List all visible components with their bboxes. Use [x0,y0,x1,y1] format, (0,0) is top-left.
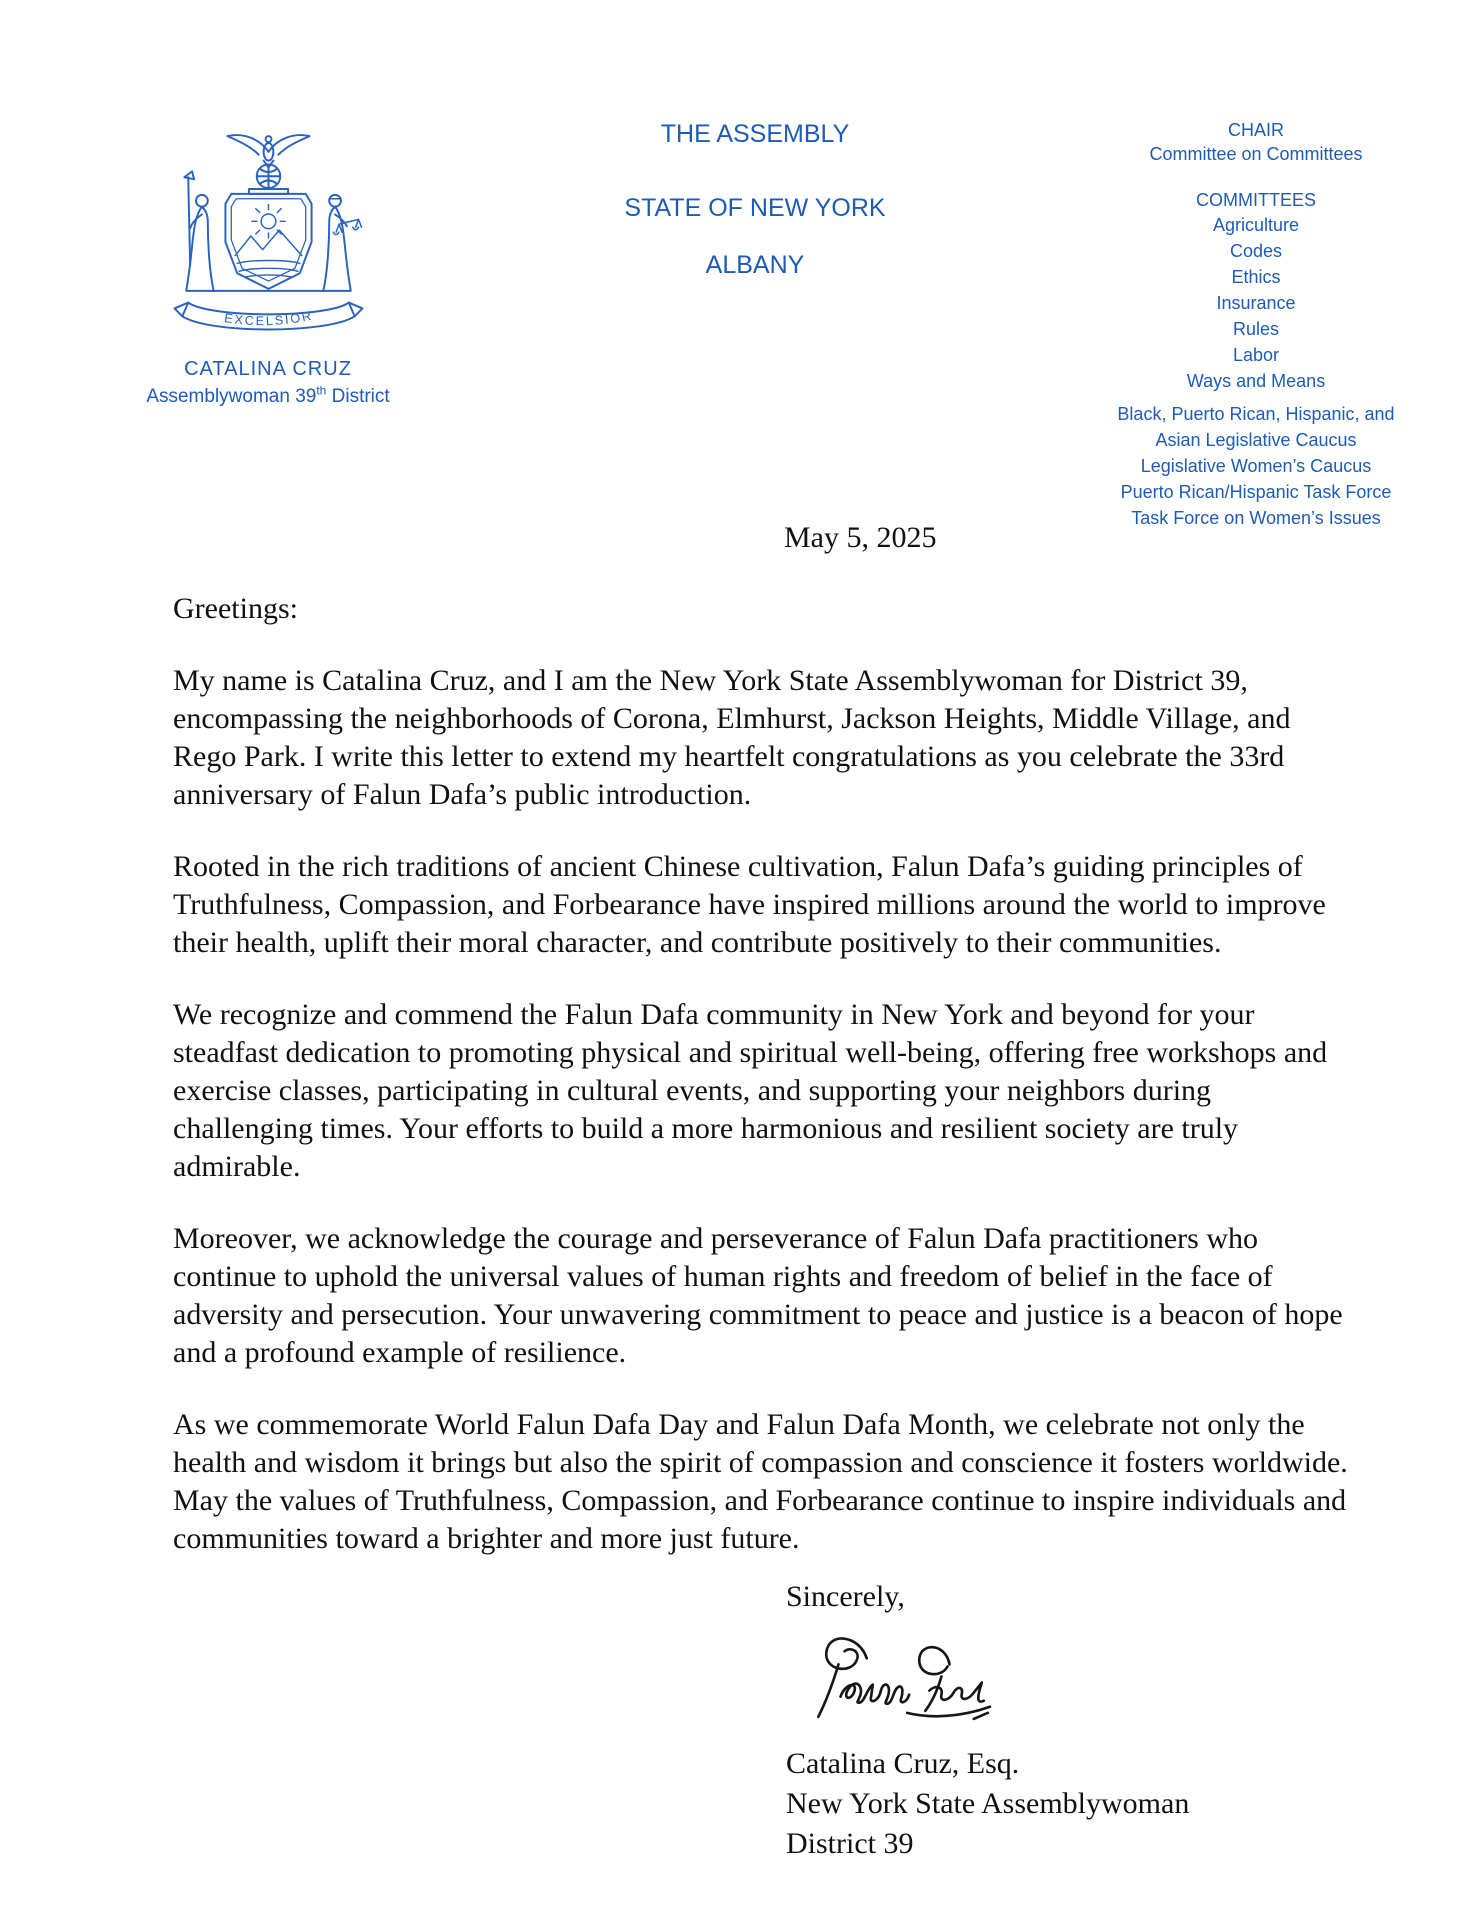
caucus-item: Legislative Women’s Caucus [1140,456,1372,476]
assembly-title: THE ASSEMBLY [660,120,850,148]
chair-label: CHAIR [1227,120,1284,140]
signature-district: District 39 [786,1827,914,1860]
letterhead-left [118,126,418,408]
svg-text:EXCELSIOR [223,308,314,329]
new-york-state-seal-icon [151,126,386,346]
handwritten-signature-icon [788,1624,1000,1730]
chair-committee: Committee on Committees [1149,144,1363,164]
letter-date: May 5, 2025 [784,521,937,554]
signature-title: New York State Assemblywoman [786,1787,1190,1820]
shield-icon [225,194,311,289]
letterhead-right [1100,118,1412,531]
globe-icon [256,165,280,189]
committee-item: Ways and Means [1186,371,1326,391]
committee-item: Rules [1232,319,1280,339]
caucus-list [1100,401,1412,531]
caucus-item: Puerto Rican/Hispanic Task Force [1120,482,1392,502]
state-title: STATE OF NEW YORK [624,194,886,222]
committee-item: Agriculture [1212,215,1300,235]
eagle-icon [227,135,309,167]
caucus-item: Black, Puerto Rican, Hispanic, and Asian Legislative Caucus [1117,404,1395,450]
paragraph: Rooted in the rich traditions of ancient Chinese cultivation, Falun Dafa’s guiding principles of Truthfulness, Compassion, and Forbearance have inspired millions around the world to improve their health, uplift their moral character, and contribute positively to their communities. [173,850,1326,959]
closing-block [786,1578,1189,1864]
letterhead-center [555,120,955,280]
letter-body [173,590,1350,1592]
member-name: CATALINA CRUZ [184,358,352,380]
paragraph: My name is Catalina Cruz, and I am the New York State Assemblywoman for District 39, encompassing the neighborhoods of Corona, Elmhurst, Jackson Heights, Middle Village, and Rego Park. I write this letter to extend my heartfelt congratulations as you celebrate the 33rd anniversary of Falun Dafa’s public introduction. [173,664,1291,811]
salutation: Greetings: [173,592,298,625]
paragraph: Moreover, we acknowledge the courage and perseverance of Falun Dafa practitioners who continue to uphold the universal values of human rights and freedom of belief in the face of adversity and persecution. Your unwavering commitment to peace and justice is a beacon of hope and a profound example of resilience. [173,1222,1343,1369]
committee-item: Labor [1232,345,1280,365]
caucus-item: Task Force on Women’s Issues [1131,508,1381,528]
liberty-figure-icon [184,171,213,290]
seal-motto-text: EXCELSIOR [222,307,314,329]
committee-item: Insurance [1216,293,1296,313]
member-title: Assemblywoman 39th District [146,383,390,407]
committee-item: Codes [1229,241,1283,261]
committee-item: Ethics [1231,267,1281,287]
justice-figure-icon [323,195,361,291]
signature-name: Catalina Cruz, Esq. [786,1747,1020,1780]
city-title: ALBANY [705,251,805,279]
committee-list [1100,212,1412,394]
paragraph: We recognize and commend the Falun Dafa community in New York and beyond for your steadfast dedication to promoting physical and spiritual well-being, offering free workshops and exercise classes, participating in cultural events, and supporting your neighbors during challenging times. Your efforts to build a more harmonious and resilient society are truly admirable. [173,998,1328,1183]
paragraph: As we commemorate World Falun Dafa Day and Falun Dafa Month, we celebrate not only the health and wisdom it brings but also the spirit of compassion and conscience it fosters worldwide. May the values of Truthfulness, Compassion, and Forbearance continue to inspire individuals and communities toward a brighter and more just future. [173,1408,1348,1555]
committees-label: COMMITTEES [1196,190,1316,210]
closing-word: Sincerely, [786,1580,905,1613]
